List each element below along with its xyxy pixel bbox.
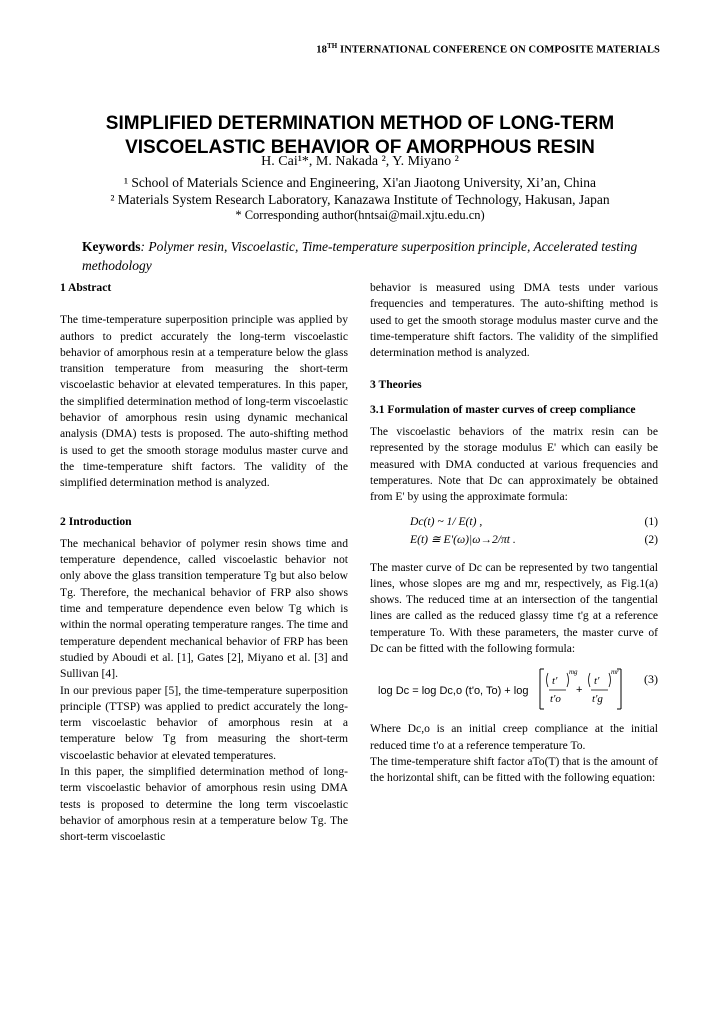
keywords <box>82 237 662 275</box>
intro-paragraph-3: In this paper, the simplified determination method of long-term viscoelastic behavior of amorphous resin using DMA tests is proposed to determine the long term viscoelastic behavior of amorphous resin at a temperature below Tg. The short-term viscoelastic <box>60 765 348 844</box>
left-column <box>60 280 348 846</box>
conference-header: 18TH INTERNATIONAL CONFERENCE ON COMPOSITE MATERIALS <box>316 42 660 56</box>
svg-text:t'o: t'o <box>550 693 561 706</box>
keywords-text: : Polymer resin, Viscoelastic, Time-temperature superposition principle, Accelerated testing methodology <box>82 239 638 273</box>
equation-3-formula <box>370 665 625 713</box>
svg-text:mg: mg <box>569 668 578 677</box>
corresponding-author: * Corresponding author(hntsai@mail.xjtu.edu.cn) <box>235 208 485 222</box>
svg-text:t'g: t'g <box>592 693 603 706</box>
svg-text:t': t' <box>552 675 558 688</box>
subsection-heading: 3.1 Formulation of master curves of creep compliance <box>370 402 636 416</box>
affiliation-1: ¹ School of Materials Science and Engineering, Xi'an Jiaotong University, Xi’an, China <box>124 175 596 190</box>
svg-text:+: + <box>576 684 583 697</box>
right-paragraph-3: The master curve of Dc can be represented by two tangential lines, whose slopes are mg and mr, respectively, as Fig.1(a) shows. The reduced time at an intersection of the tangential lines are called as the reduced glassy time t'g at a reference temperature To. With these parameters, the master curve of Dc can be fitted with the following formula: <box>370 560 658 656</box>
right-paragraph-2: The viscoelastic behaviors of the matrix resin can be represented by the storage modulus E' which can easily be measured with DMA conducted at various frequencies and temperatures. Note that Dc can approximately be obtained from E' by using the approximate formula: <box>370 425 658 504</box>
abstract-heading: 1 Abstract <box>60 281 112 294</box>
authors: H. Cai¹*, M. Nakada ², Y. Miyano ² <box>261 154 459 169</box>
svg-text:t': t' <box>594 675 600 688</box>
introduction-heading: 2 Introduction <box>60 514 132 528</box>
right-paragraph-1: behavior is measured using DMA tests under various frequencies and temperatures. The auto-shifting method is used to get the smooth storage modulus master curve and the time-temperature shift factors. The validity of the simplified determination method is analyzed. <box>370 281 658 360</box>
svg-text:mr: mr <box>611 668 619 677</box>
affiliation-2: ² Materials System Research Laboratory, Kanazawa Institute of Technology, Hakusan, Japan <box>110 192 610 207</box>
equation-3: log Dc = log Dc,o (t'o, To) + log t' mg t'o + t' mr t'g (3) <box>370 665 658 713</box>
paper-title <box>60 112 660 160</box>
theories-heading: 3 Theories <box>370 378 422 392</box>
keywords-label: Keywords <box>82 239 141 254</box>
intro-paragraph-1: The mechanical behavior of polymer resin shows time and temperature dependence, called viscoelastic behavior not only above the glass transition temperature Tg but also below Tg. Therefore, the mechanical behavior of FRP also shows time and temperature dependence even below Tg which is within the normal operating temperature ranges. The time and temperature dependent mechanical behavior of FRP has been studied by Aboudi et al. [1], Gates [2], Miyano et al. [3] and Sullivan [4]. <box>60 536 348 681</box>
intro-paragraph-2: In our previous paper [5], the time-temperature superposition principle (TTSP) was applied to predict accurately the long-term viscoelastic behavior of amorphous resin at a temperature below Tg from measuring the short-term viscoelastic behavior at elevated temperatures. <box>60 683 348 762</box>
right-paragraph-5: The time-temperature shift factor aTo(T) that is the amount of the horizontal shift, can be fitted with the following equation: <box>370 754 658 785</box>
abstract-text: The time-temperature superposition principle was applied by authors to predict accurately the long-term viscoelastic behavior of amorphous resin at a temperature below the glass transition temperature from measuring the short-term viscoelastic behavior at elevated temperatures. In this paper, the simplified determination method of long-term viscoelastic behavior of amorphous resin using dynamic mechanical analysis (DMA) tests is proposed. The auto-shifting method is used to get the smooth storage modulus master curve and the time-temperature shift factors. The validity of the simplified determination method is analyzed. <box>60 313 348 490</box>
svg-text:log Dc = log Dc,o (t'o, To) +: log Dc = log Dc,o (t'o, To) + log <box>378 685 529 698</box>
right-paragraph-4: Where Dc,o is an initial creep compliance at the initial reduced time t'o at a reference temperature To. <box>370 722 658 752</box>
right-column <box>370 280 658 787</box>
equation-1: Dc(t) ~ 1/ E(t) , (1) <box>410 514 658 528</box>
title-line-1: SIMPLIFIED DETERMINATION METHOD OF LONG-TERM <box>105 113 615 134</box>
title-line-2: VISCOELASTIC BEHAVIOR OF AMORPHOUS RESIN <box>125 137 595 158</box>
equation-2: E(t) ≅ E'(ω)|ω→2/πt . (2) <box>410 532 658 546</box>
